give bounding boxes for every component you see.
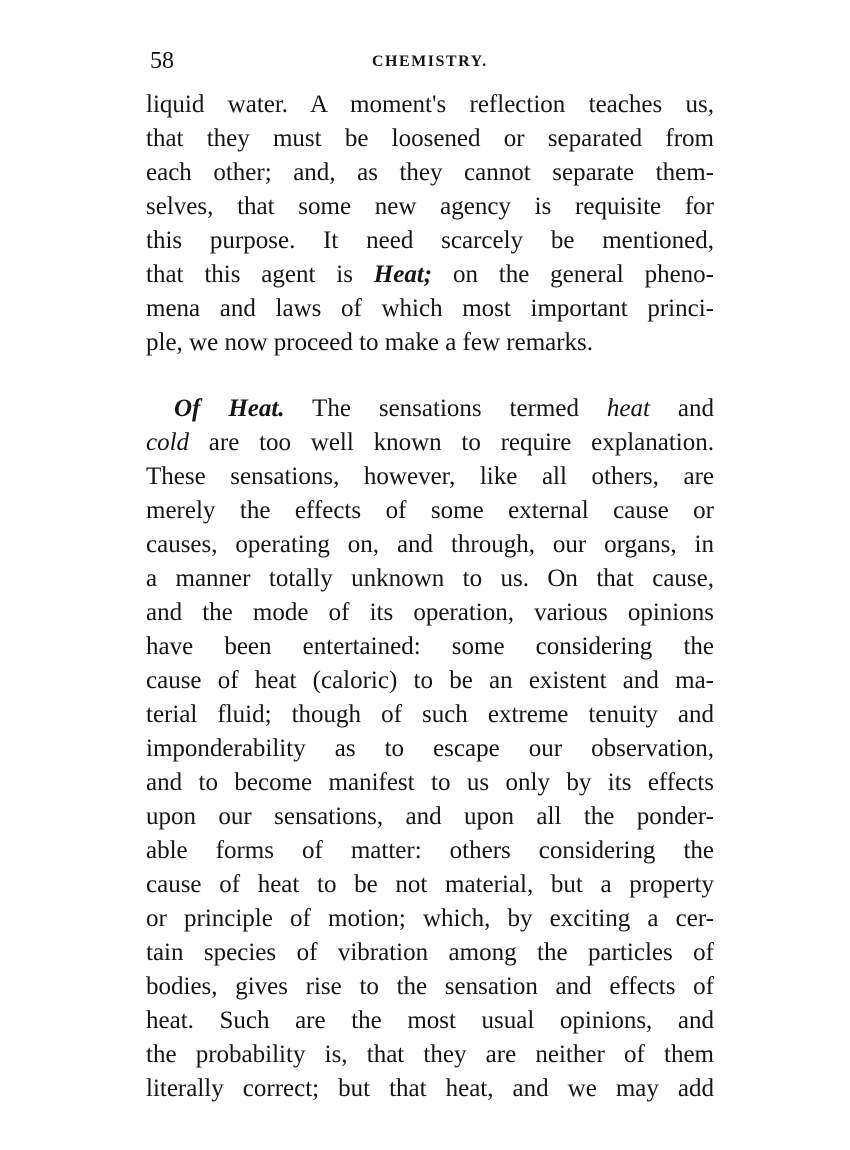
text-segment: that this agent is <box>146 261 374 288</box>
page-header <box>150 46 710 76</box>
text-line: selves, that some new agency is requisite for <box>146 193 714 220</box>
text-line: These sensations, however, like all others, are <box>146 463 714 490</box>
text-line: and the mode of its operation, various opinions <box>146 599 714 626</box>
text-line <box>146 392 714 426</box>
text-line: or principle of motion; which, by exciting a cer- <box>146 905 714 932</box>
text-line: cause of heat to be not material, but a property <box>146 871 714 898</box>
text-line: cause of heat (caloric) to be an existent and ma- <box>146 667 714 694</box>
page-number: 58 <box>150 48 174 74</box>
text-line: liquid water. A moment's reflection teaches us, <box>146 91 714 118</box>
emphasis-heat-word: heat <box>606 395 650 422</box>
text-line: and to become manifest to us only by its effects <box>146 769 714 796</box>
text-line: a manner totally unknown to us. On that cause, <box>146 565 714 592</box>
text-line: ple, we now proceed to make a few remarks. <box>146 329 594 356</box>
body-text <box>146 88 714 1106</box>
text-line: that they must be loosened or separated from <box>146 125 714 152</box>
text-line: heat. Such are the most usual opinions, and <box>146 1007 714 1034</box>
emphasis-cold-word: cold <box>146 429 190 456</box>
running-head: CHEMISTRY. <box>372 53 488 70</box>
text-line: this purpose. It need scarcely be mentioned, <box>146 227 714 254</box>
text-line: imponderability as to escape our observation, <box>146 735 714 762</box>
text-line: upon our sensations, and upon all the ponder- <box>146 803 714 830</box>
text-line: causes, operating on, and through, our organs, in <box>146 531 714 558</box>
text-line: mena and laws of which most important princi- <box>146 295 714 322</box>
section-heading: Of Heat. <box>174 395 285 422</box>
text-line: have been entertained: some considering the <box>146 633 714 660</box>
text-segment: on the general pheno- <box>432 261 714 288</box>
text-segment: are too well known to require explanation. <box>189 429 714 456</box>
paragraph-gap <box>146 360 714 392</box>
text-line: bodies, gives rise to the sensation and effects of <box>146 973 714 1000</box>
text-line <box>146 258 714 292</box>
text-segment: The sensations termed <box>284 395 607 422</box>
emphasis-heat: Heat; <box>373 261 433 288</box>
text-line: tain species of vibration among the particles of <box>146 939 714 966</box>
text-line: merely the effects of some external cause or <box>146 497 714 524</box>
text-line: terial fluid; though of such extreme tenuity and <box>146 701 714 728</box>
text-segment: and <box>649 395 714 422</box>
text-line: each other; and, as they cannot separate them- <box>146 159 714 186</box>
paragraph-2 <box>146 392 714 1106</box>
text-line: able forms of matter: others considering the <box>146 837 714 864</box>
text-line: the probability is, that they are neither of them <box>146 1041 714 1068</box>
paragraph-1 <box>146 88 714 360</box>
text-line: literally correct; but that heat, and we may add <box>146 1075 714 1102</box>
text-line <box>146 426 714 460</box>
